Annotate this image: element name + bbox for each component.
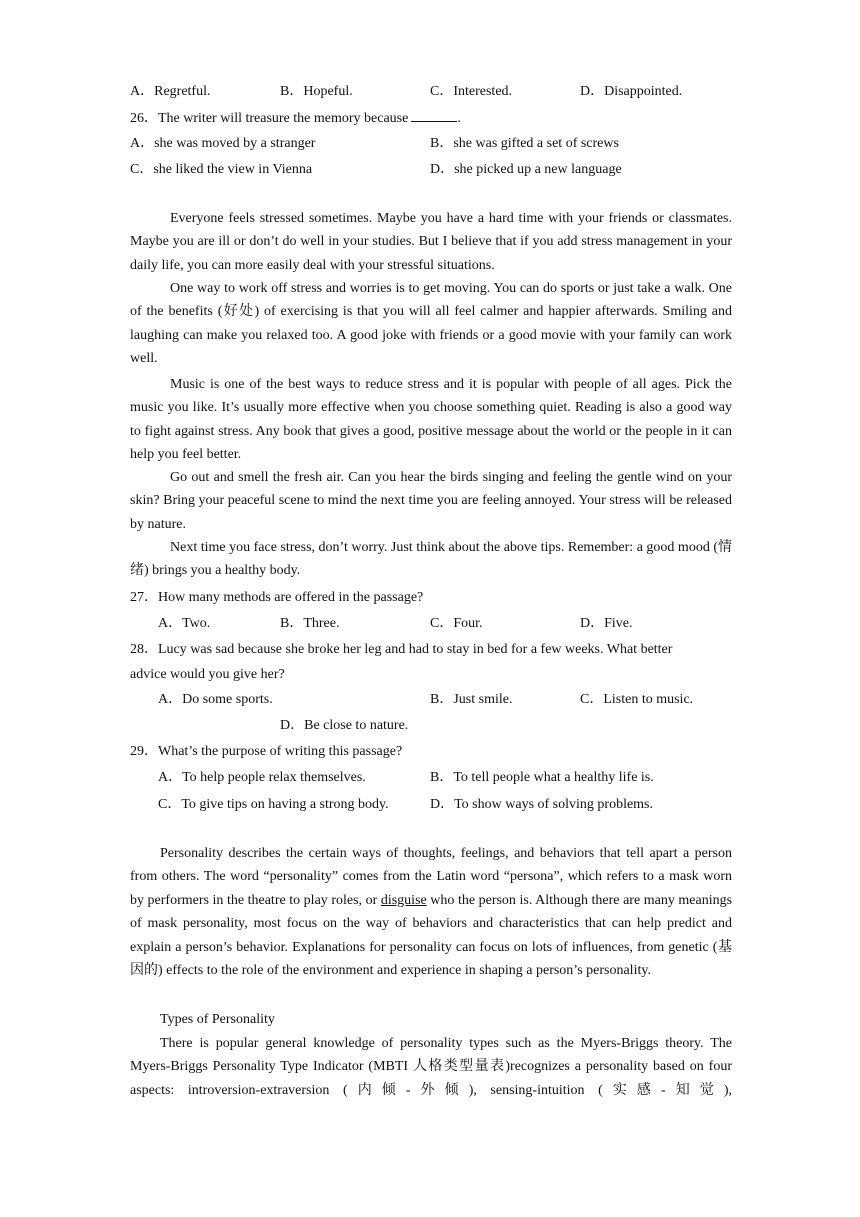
passage2-paragraph-2 — [130, 277, 732, 371]
q28-option-c: C．Listen to music. — [580, 692, 694, 707]
passage3-paragraph-2-text: There is popular general knowledge of personality types such as the Myers-Briggs theory. The Myers-Briggs Personality Type Indicator (MBTI 人格类型量表)recognizes a personality based on four aspects: introversion-extraversion (内倾-外倾), sensing-intuition (实感-知觉), — [130, 1036, 732, 1098]
q29-option-c: C．To give tips on having a strong body. — [158, 797, 389, 812]
passage3-paragraph-1-text-after: who the person is. Although there are many meanings of mask personality, most focus on the way of behaviors and characteristics that can help predict and explain a person’s behavior. Explanations for personality can focus on lots of influences, from genetic (基因的) effects to the role of the environment and experience in shaping a person’s personality. — [130, 892, 733, 979]
q28-stem-line2: advice would you give her? — [130, 667, 285, 682]
passage2-paragraph-5 — [130, 536, 732, 583]
q29-option-a: A．To help people relax themselves. — [158, 770, 366, 785]
passage2-paragraph-4 — [130, 466, 732, 536]
passage2-paragraph-3-text: Music is one of the best ways to reduce stress and it is popular with people of all ages. Pick the music you like. It’s usually more effective when you choose something quiet. Reading is also a good way to fight against stress. Any book that gives a good, positive message about the world or the people in it can help you feel better. — [130, 377, 732, 463]
q26-option-d: D．she picked up a new language — [430, 162, 622, 177]
answer-blank — [411, 109, 457, 122]
q25-option-d: D．Disappointed. — [580, 84, 683, 99]
passage2-paragraph-3 — [130, 373, 732, 467]
q25-option-c: C．Interested. — [430, 84, 513, 99]
q26-stem-end: . — [457, 111, 461, 126]
q28-option-d: D．Be close to nature. — [280, 718, 409, 733]
passage2-paragraph-4-text: Go out and smell the fresh air. Can you hear the birds singing and feeling the gentle wind on your skin? Bring your peaceful scene to mind the next time you are feeling annoyed. Your stress will be released by nature. — [130, 470, 732, 532]
section-heading: Types of Personality — [160, 1012, 275, 1027]
q29-option-b: B．To tell people what a healthy life is. — [430, 770, 654, 785]
q28-option-b: B．Just smile. — [430, 692, 513, 707]
passage3-paragraph-2 — [130, 1032, 732, 1102]
q27-option-a: A．Two. — [158, 616, 211, 631]
passage2-paragraph-1-text: Everyone feels stressed sometimes. Maybe you have a hard time with your friends or classmates. Maybe you are ill or don’t do well in your studies. But I believe that if you add stress management in your daily life, you can more easily deal with your stressful situations. — [130, 211, 732, 273]
passage2-paragraph-1 — [130, 207, 732, 277]
q28-stem-line1: 28．Lucy was sad because she broke her leg and had to stay in bed for a few weeks. What better — [130, 642, 673, 657]
q27-option-d: D．Five. — [580, 616, 633, 631]
underlined-word: disguise — [380, 892, 427, 908]
q26-option-c: C．she liked the view in Vienna — [130, 162, 313, 177]
q25-option-a: A．Regretful. — [130, 84, 211, 99]
passage2-paragraph-2-text: One way to work off stress and worries is to get moving. You can do sports or just take a walk. One of the benefits (好处) of exercising is that you will all feel calmer and happier afterwards. Smiling and laughing can make you relaxed too. A good joke with friends or a good movie with your family can work well. — [130, 281, 732, 367]
passage2-paragraph-5-text: Next time you face stress, don’t worry. Just think about the above tips. Remember: a good mood (情绪) brings you a healthy body. — [130, 540, 732, 579]
q27-option-b: B．Three. — [280, 616, 340, 631]
q26-option-a: A．she was moved by a stranger — [130, 136, 316, 151]
q27-stem: 27．How many methods are offered in the passage? — [130, 590, 424, 605]
q26-stem-text: 26．The writer will treasure the memory because — [130, 111, 409, 126]
q25-option-b: B．Hopeful. — [280, 84, 353, 99]
q26-option-b: B．she was gifted a set of screws — [430, 136, 619, 151]
q29-option-d: D．To show ways of solving problems. — [430, 797, 654, 812]
q27-option-c: C．Four. — [430, 616, 483, 631]
q26-stem — [130, 109, 461, 128]
q29-stem: 29．What’s the purpose of writing this passage? — [130, 744, 403, 759]
passage3-paragraph-1 — [130, 842, 732, 982]
q28-option-a: A．Do some sports. — [158, 692, 273, 707]
passage3-paragraph-1-text-before: Personality describes the certain ways of thoughts, feelings, and behaviors that tell apart a person from others. The word “personality” comes from the Latin word “persona”, which refers to a mask worn by performers in the theatre to play roles, or — [130, 846, 732, 908]
